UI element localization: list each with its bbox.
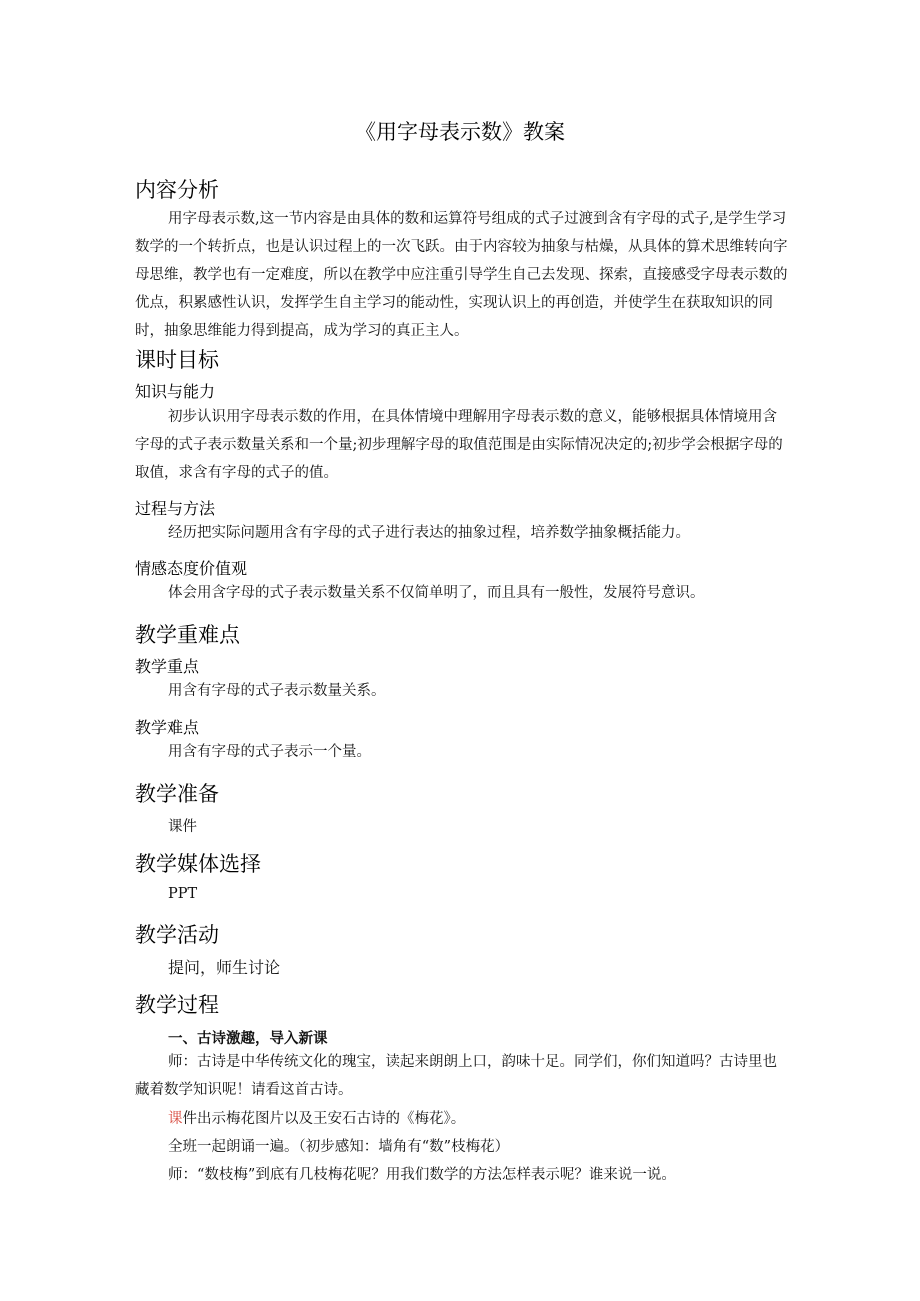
paragraph-focus: 用含有字母的式子表示数量关系。: [168, 683, 386, 699]
line-courseware-show: [168, 1107, 465, 1128]
heading-activity: 教学活动: [135, 923, 219, 947]
document-title: 《用字母表示数》教案: [355, 120, 565, 144]
courseware-red-char: 课: [168, 1111, 183, 1127]
heading-media: 教学媒体选择: [135, 852, 261, 876]
heading-knowledge: 知识与能力: [135, 382, 216, 401]
heading-teaching-process: 教学过程: [135, 993, 219, 1017]
paragraph-emotion: 体会用含字母的式子表示数量关系不仅简单明了，而且具有一般性，发展符号意识。: [168, 585, 705, 601]
paragraph-knowledge: 初步认识用字母表示数的作用，在具体情境中理解用字母表示数的意义，能够根据具体情境用含字母的式子表示数量关系和一个量;初步理解字母的取值范围是由实际情况决定的;初步学会根据字母的取值，求含有字母的式子的值。: [135, 409, 783, 481]
text-activity: 提问，师生讨论: [168, 958, 281, 977]
paragraph-difficulty: 用含有字母的式子表示一个量。: [168, 744, 371, 760]
step1-title: 一、古诗激趣，导入新课: [168, 1030, 328, 1047]
text-preparation: 课件: [168, 819, 197, 835]
paragraph-process-method: 经历把实际问题用含有字母的式子进行表达的抽象过程，培养数学抽象概括能力。: [168, 525, 690, 541]
paragraph-teacher1: 师：古诗是中华传统文化的瑰宝，读起来朗朗上口，韵味十足。同学们，你们知道吗？古诗里也藏着数学知识呢！请看这首古诗。: [135, 1054, 777, 1098]
heading-process-method: 过程与方法: [135, 499, 216, 518]
line-recite: 全班一起朗诵一遍。（初步感知：墙角有“数”枝梅花）: [168, 1139, 510, 1155]
heading-focus: 教学重点: [135, 657, 200, 676]
heading-objectives: 课时目标: [135, 348, 219, 372]
paragraph-content-analysis: 用字母表示数,这一节内容是由具体的数和运算符号组成的式子过渡到含有字母的式子,是学生学习数学的一个转折点，也是认识过程上的一次飞跃。由于内容较为抽象与枯燥，从具体的算术思维转向字母思维，教学也有一定难度，所以在教学中应注重引导学生自己去发现、探索，直接感受字母表示数的优点，积累感性认识，发挥学生自主学习的能动性，实现认识上的再创造，并使学生在获取知识的同时，抽象思维能力得到提高，成为学习的真正主人。: [135, 211, 788, 339]
heading-emotion: 情感态度价值观: [135, 559, 248, 578]
heading-difficulty: 教学难点: [135, 718, 200, 737]
text-media: PPT: [168, 886, 198, 902]
courseware-show-text: 件出示梅花图片以及王安石古诗的《梅花》。: [182, 1111, 466, 1127]
heading-key-points: 教学重难点: [135, 623, 240, 647]
line-teacher2: 师：“数枝梅”到底有几枝梅花呢？用我们数学的方法怎样表示呢？谁来说一说。: [168, 1167, 676, 1183]
heading-content-analysis: 内容分析: [135, 178, 219, 202]
heading-preparation: 教学准备: [135, 782, 219, 806]
